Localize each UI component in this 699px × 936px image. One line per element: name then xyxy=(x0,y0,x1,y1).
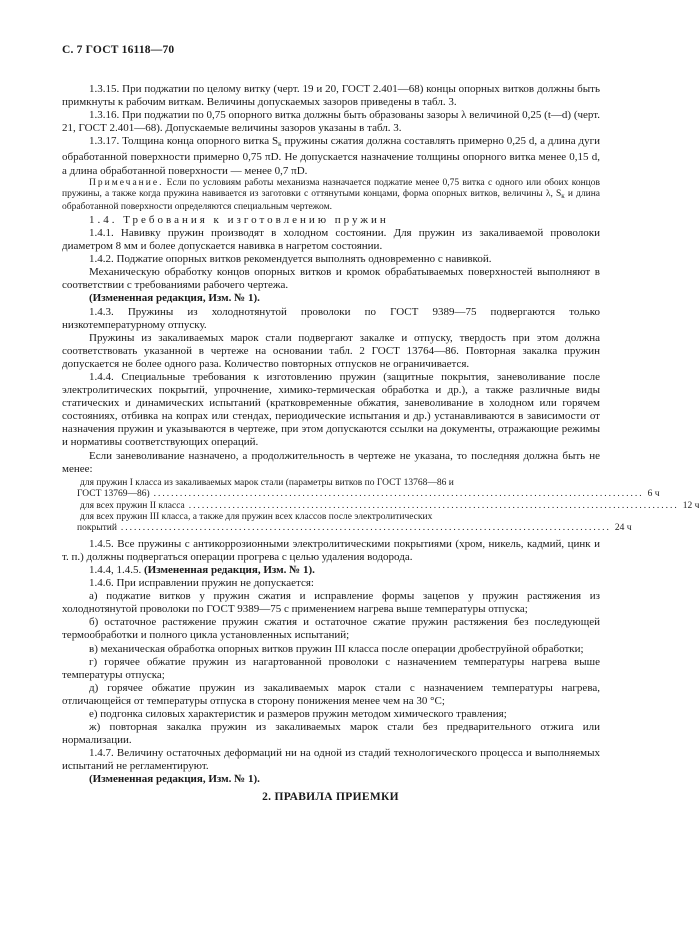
document-body xyxy=(62,83,699,787)
revision-note: (Измененная редакция, Изм. № 1). xyxy=(144,563,315,576)
paragraph-1-4-2: 1.4.2. Поджатие опорных витков рекомендуется выполнять одновременно с навивкой. xyxy=(89,253,492,266)
paragraph-1-4-5: 1.4.5. Все пружины с антикоррозионными электролитическими покрытиями (хром, никель, кадмий, цинк и т. п.) должны подвергаться операции прогрева с целью удаления водорода. xyxy=(62,537,600,563)
paragraph-1-4-3: 1.4.3. Пружины из холоднотянутой проволоки по ГОСТ 9389—75 подвергаются только низкотемпературному отпуску. xyxy=(62,305,600,331)
subscript-k: к xyxy=(278,140,282,149)
leader-dots: ................................................................................................................ xyxy=(188,500,679,511)
paragraph-1-4-4: 1.4.4. Специальные требования к изготовлению пружин (защитные покрытия, заневоливание после электролитических покрытий, упрочнение, химико-термическая обработка и др.), а также различные виды статических и динамических испытаний (кратковременные обжатия, заневоливание в холодном или горячем состояниях, отбивка на копрах или стендах, периодические испытания и др.) устанавливаются в зависимости от назначения пружин и указываются в чертеже, при этом допускаются ссылки на документы, отражающие режимы и нормативы соответствующих операций. xyxy=(62,371,600,449)
table-row-text-line2: ГОСТ 13769—86) xyxy=(77,489,150,500)
table-row-text-line2: покрытий xyxy=(77,523,117,534)
table-row-value: 12 ч xyxy=(682,500,699,511)
table-row xyxy=(62,477,660,501)
paragraph-1-3-16: 1.3.16. При поджатии по 0,75 опорного витка должны быть образованы зазоры λ величиной 0,25 (t—d) (черт. 21, ГОСТ 2.401—68). Допускаемые величины зазоров указаны в табл. 3. xyxy=(62,109,600,135)
note-subscript-k: к xyxy=(561,192,565,201)
table-row xyxy=(62,511,632,535)
paragraph-1-4-4-1-4-5 xyxy=(62,564,600,577)
paragraph-1-4-4-continued: Если заневоливание назначено, а продолжительность в чертеже не указана, то последняя должна быть не менее: xyxy=(62,449,600,475)
leader-dots: ................................................................................................................ xyxy=(120,523,611,534)
note-text-b: и длина обработанной поверхности определяются специальным чертежом. xyxy=(62,189,600,213)
duration-table xyxy=(62,477,699,535)
leader-dots: ................................................................................................................ xyxy=(153,489,644,500)
list-item: б) остаточное растяжение пружин сжатия и остаточное сжатие пружин растяжения без последующей термообработки и полного цикла установленных испытаний; xyxy=(62,616,600,642)
paragraph-1-3-15: 1.3.15. При поджатии по целому витку (черт. 19 и 20, ГОСТ 2.401—68) концы опорных витков должны быть примкнуты к рабочим виткам. Величины допускаемых зазоров приведены в табл. 3. xyxy=(62,83,600,109)
revision-note-2: (Измененная редакция, Изм. № 1). xyxy=(89,773,260,786)
paragraph-ref: 1.4.4, 1.4.5. xyxy=(89,563,144,576)
list-item: ж) повторная закалка пружин из закаливаемых марок стали без предварительного отжига или нормализации. xyxy=(62,721,600,747)
note-label: Примечание. xyxy=(89,177,164,188)
table-row-value: 24 ч xyxy=(614,523,632,534)
list-item: в) механическая обработка опорных витков пружин III класса после операции дробеструйной обработки; xyxy=(89,642,584,655)
note xyxy=(62,178,600,214)
heading-1-4: 1.4. Требования к изготовлению пружин xyxy=(89,213,389,226)
note-text-a: Если по условиям работы механизма назначается поджатие менее 0,75 витка с одного или обоих концов пружины, а также когда пружина навивается из заготовки с оттянутыми концами, форма опорных витков, величины λ, S xyxy=(62,177,600,200)
list-item: г) горячее обжатие пружин из нагартованной проволоки с назначением температуры нагрева выше температуры отпуска; xyxy=(62,655,600,681)
table-row-text-line2: для всех пружин II класса xyxy=(80,500,185,511)
paragraph-1-4-3-continued: Пружины из закаливаемых марок стали подвергают закалке и отпуску, твердость при этом должна соответствовать указанной в чертеже на основании табл. 2 ГОСТ 13764—86. Повторная закалка пружин допускается не более одного раза. Количество повторных отпусков не ограничивается. xyxy=(62,331,600,370)
list-item: е) подгонка силовых характеристик и размеров пружин методом химического травления; xyxy=(89,708,507,720)
table-row xyxy=(62,500,699,512)
paragraph-1-4-1: 1.4.1. Навивку пружин производят в холодном состоянии. Для пружин из закаливаемой проволоки диаметром 8 мм и более допускается навивка в нагретом состоянии. xyxy=(62,226,600,253)
section-heading-2: 2. ПРАВИЛА ПРИЕМКИ xyxy=(262,791,399,803)
paragraph-1-4-6: 1.4.6. При исправлении пружин не допускается: xyxy=(89,577,314,590)
table-row-text-line1: для пружин I класса из закаливаемых марок стали (параметры витков по ГОСТ 13768—86 и xyxy=(80,477,454,488)
paragraph-1-3-17-part-b: пружины сжатия должна составлять примерно 0,25 d, а длина дуги обработанной поверхности примерно 0,75 πD. Не допускается назначение толщины опорного витка менее 0,15 d, а длина обработанной поверхности — менее 0,7 πD. xyxy=(62,135,600,177)
list-item: а) поджатие витков у пружин сжатия и исправление формы зацепов у пружин растяжения из холоднотянутой проволоки по ГОСТ 9389—75 с применением нагрева выше температуры отпуска; xyxy=(62,590,600,616)
paragraph-1-4-7: 1.4.7. Величину остаточных деформаций ни на одной из стадий технологического процесса и выполняемых испытаний не регламентируют. xyxy=(62,747,600,773)
table-row-value: 6 ч xyxy=(647,489,660,500)
list-item: д) горячее обжатие пружин из закаливаемых марок стали с назначением температуры нагрева, отличающейся от температуры отпуска в сторону понижения менее чем на 30 °С; xyxy=(62,681,600,707)
table-row-text-line1: для всех пружин III класса, а также для пружин всех классов после электролитических xyxy=(80,511,433,522)
page-header: С. 7 ГОСТ 16118—70 xyxy=(62,44,175,56)
paragraph-1-4-2-continued: Механическую обработку концов опорных витков и кромок обрабатываемых поверхностей выполняют в соответствии с требованиями рабочего чертежа. xyxy=(62,266,600,292)
revision-note-1: (Измененная редакция, Изм. № 1). xyxy=(89,292,260,305)
paragraph-1-3-17 xyxy=(62,135,600,177)
paragraph-1-3-17-part-a: 1.3.17. Толщина конца опорного витка S xyxy=(89,135,279,148)
